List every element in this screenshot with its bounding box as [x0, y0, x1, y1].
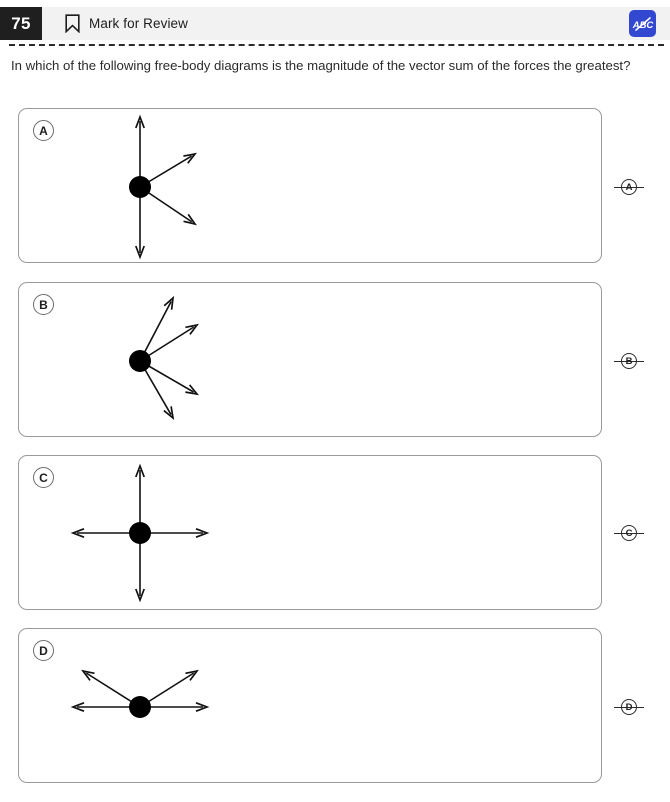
eliminator-letter-d: D: [621, 699, 637, 715]
svg-text:ABC: ABC: [632, 19, 653, 31]
option-card-c[interactable]: [18, 455, 602, 610]
abc-strikethrough-icon[interactable]: [629, 10, 656, 37]
eliminator-marker-c[interactable]: [614, 522, 644, 544]
free-body-diagram-c: [19, 456, 603, 611]
body-dot: [129, 522, 151, 544]
body-dot: [129, 696, 151, 718]
option-card-d[interactable]: [18, 628, 602, 783]
eliminator-marker-a[interactable]: [614, 176, 644, 198]
question-number-badge: 75: [0, 7, 42, 40]
question-prompt-text: In which of the following free-body diagrams is the magnitude of the vector sum of the forces the greatest?: [11, 58, 631, 73]
free-body-diagram-d: [19, 629, 603, 784]
body-dot: [129, 350, 151, 372]
mark-for-review-label: Mark for Review: [89, 16, 189, 31]
header-dashed-divider: [9, 44, 664, 46]
option-letter-badge-a: A: [33, 120, 54, 141]
body-dot: [129, 176, 151, 198]
option-card-b[interactable]: [18, 282, 602, 437]
option-letter-badge-d: D: [33, 640, 54, 661]
mark-for-review-button[interactable]: [65, 14, 188, 33]
eliminator-letter-b: B: [621, 353, 637, 369]
eliminator-marker-b[interactable]: [614, 350, 644, 372]
eliminator-marker-d[interactable]: [614, 696, 644, 718]
question-header-bar: [0, 7, 670, 40]
free-body-diagram-a: [19, 109, 603, 264]
free-body-diagram-b: [19, 283, 603, 438]
option-letter-badge-c: C: [33, 467, 54, 488]
bookmark-icon: [65, 14, 80, 33]
eliminator-letter-c: C: [621, 525, 637, 541]
eliminator-letter-a: A: [621, 179, 637, 195]
option-card-a[interactable]: [18, 108, 602, 263]
option-letter-badge-b: B: [33, 294, 54, 315]
